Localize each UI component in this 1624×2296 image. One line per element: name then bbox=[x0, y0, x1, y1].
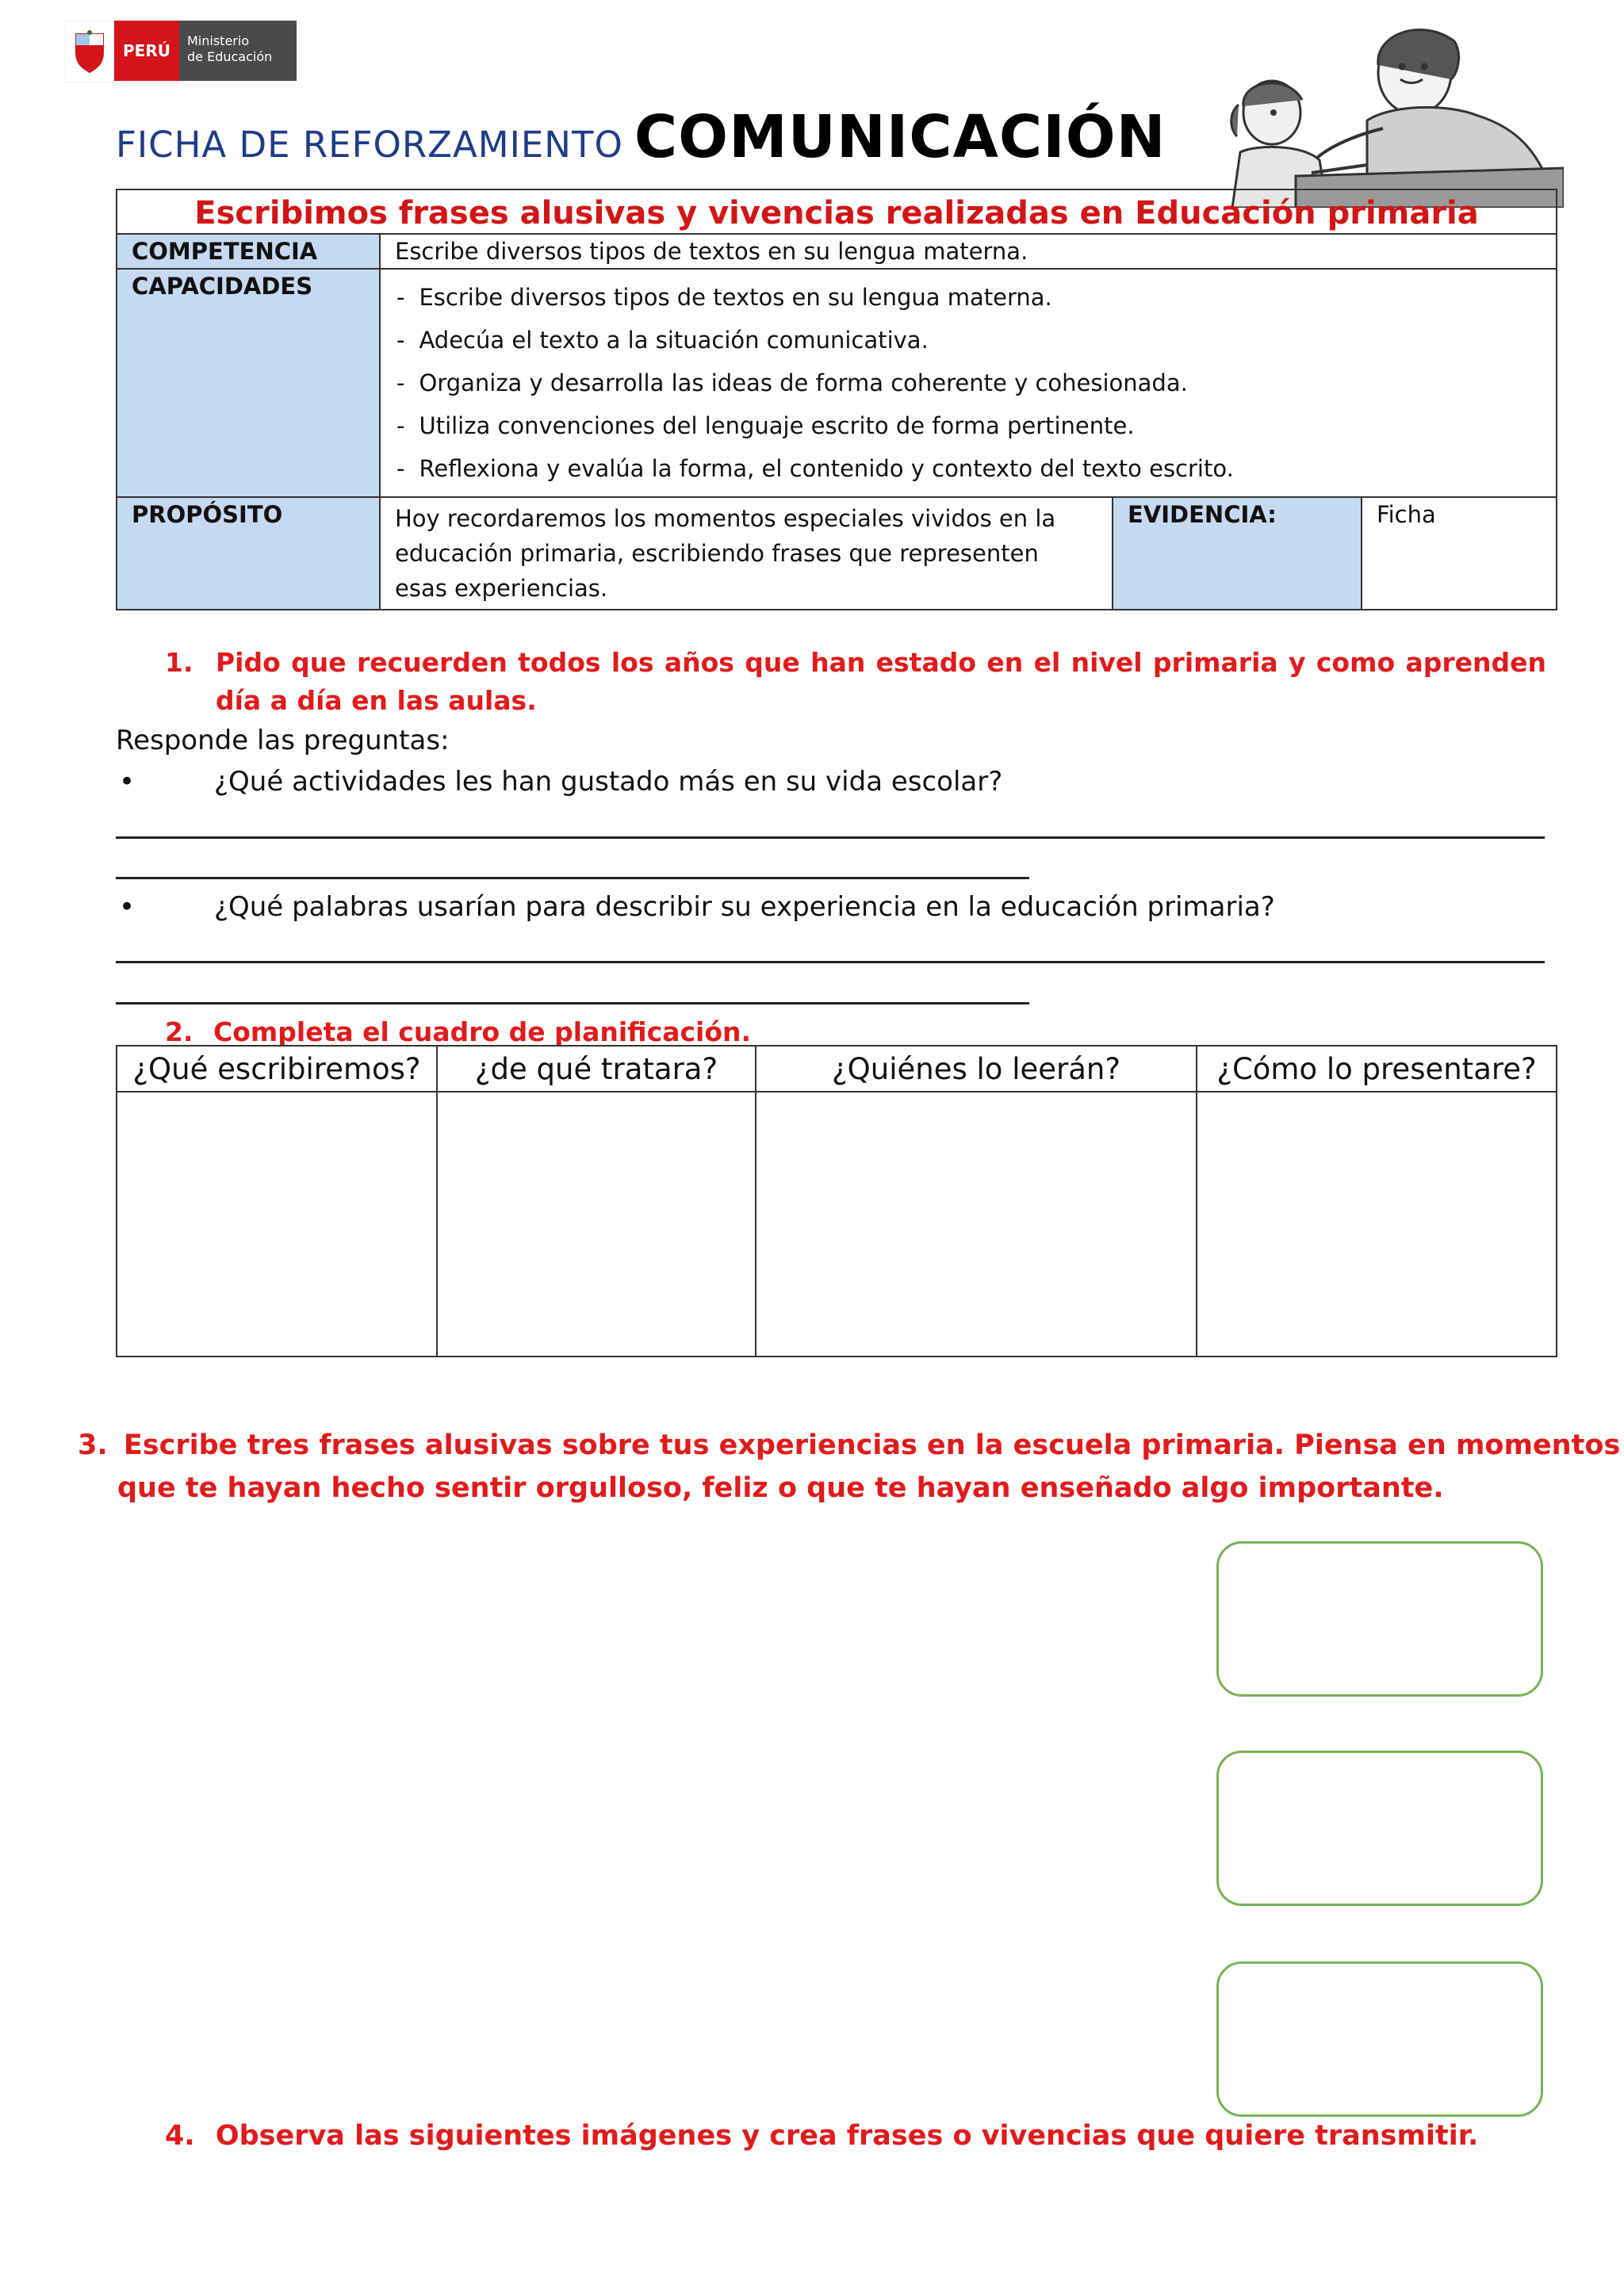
section-1-instruction bbox=[165, 644, 1546, 720]
competencia-label: COMPETENCIA bbox=[117, 234, 380, 269]
coat-of-arms-icon bbox=[65, 21, 114, 82]
section-2-instruction bbox=[165, 1016, 751, 1047]
answer-line[interactable] bbox=[116, 877, 1029, 879]
bullet-2: • bbox=[119, 891, 136, 923]
ministry-label bbox=[179, 21, 297, 81]
evidencia-value: Ficha bbox=[1362, 497, 1557, 610]
phrase-box-1[interactable] bbox=[1216, 1541, 1543, 1697]
capacidad-item: - Escribe diversos tipos de textos en su lengua materna. bbox=[396, 276, 1542, 319]
plan-column-header: ¿Quiénes lo leerán? bbox=[756, 1046, 1197, 1092]
answer-line[interactable] bbox=[116, 961, 1545, 963]
capacidades-label: CAPACIDADES bbox=[117, 269, 380, 497]
section-2-text: Completa el cuadro de planificación. bbox=[213, 1016, 752, 1047]
title-prefix: FICHA DE REFORZAMIENTO bbox=[116, 124, 623, 166]
capacidades-cell bbox=[380, 269, 1557, 497]
section-3-instruction bbox=[78, 1424, 1621, 1510]
answer-line[interactable] bbox=[116, 836, 1545, 839]
section-1-number: 1. bbox=[165, 647, 193, 678]
plan-cell[interactable] bbox=[437, 1092, 756, 1357]
ministry-line-1: Ministerio bbox=[187, 33, 250, 48]
section-3-line-1 bbox=[78, 1424, 1621, 1467]
plan-column-header: ¿Cómo lo presentare? bbox=[1197, 1046, 1557, 1092]
country-label: PERÚ bbox=[114, 21, 179, 81]
minedu-logo bbox=[65, 21, 297, 81]
section-3-number: 3. bbox=[78, 1429, 108, 1461]
section-4-instruction bbox=[165, 2120, 1478, 2152]
title-subject: COMUNICACIÓN bbox=[634, 103, 1166, 171]
section-4-text: Observa las siguientes imágenes y crea frases o vivencias que quiere transmitir. bbox=[215, 2120, 1479, 2152]
section-4-number: 4. bbox=[165, 2120, 195, 2152]
section-3-text-1: Escribe tres frases alusivas sobre tus experiencias en la escuela primaria. Piensa en momentos bbox=[123, 1429, 1621, 1461]
ministry-line-2: de Educación bbox=[187, 49, 273, 64]
phrase-box-3[interactable] bbox=[1216, 1961, 1543, 2117]
question-1: ¿Qué actividades les han gustado más en su vida escolar? bbox=[214, 766, 1003, 798]
plan-cell[interactable] bbox=[756, 1092, 1197, 1357]
capacidad-item: - Organiza y desarrolla las ideas de forma coherente y cohesionada. bbox=[396, 362, 1542, 404]
teacher-student-illustration bbox=[1185, 17, 1564, 208]
competencia-value: Escribe diversos tipos de textos en su lengua materna. bbox=[380, 234, 1557, 269]
evidencia-label: EVIDENCIA: bbox=[1113, 497, 1362, 610]
proposito-value: Hoy recordaremos los momentos especiales vividos en la educación primaria, escribiendo frases que representen esas experiencias. bbox=[380, 497, 1113, 610]
plan-cell[interactable] bbox=[117, 1092, 437, 1357]
planning-table bbox=[116, 1045, 1557, 1357]
capacidad-item: - Reflexiona y evalúa la forma, el contenido y contexto del texto escrito. bbox=[396, 447, 1542, 490]
page-title bbox=[116, 103, 1166, 174]
phrase-box-2[interactable] bbox=[1216, 1751, 1543, 1906]
question-2: ¿Qué palabras usarían para describir su experiencia en la educación primaria? bbox=[214, 891, 1275, 923]
answer-line[interactable] bbox=[116, 1002, 1029, 1004]
section-1-text: Pido que recuerden todos los años que han estado en el nivel primaria y como aprenden día a día en las aulas. bbox=[216, 647, 1546, 716]
plan-column-header: ¿Qué escribiremos? bbox=[117, 1046, 437, 1092]
proposito-label: PROPÓSITO bbox=[117, 497, 380, 610]
responde-prompt: Responde las preguntas: bbox=[116, 725, 450, 756]
section-2-number: 2. bbox=[165, 1016, 193, 1047]
info-table bbox=[116, 189, 1557, 610]
section-3-line-2: que te hayan hecho sentir orgulloso, feliz o que te hayan enseñado algo importante. bbox=[117, 1472, 1444, 1504]
capacidades-list bbox=[395, 273, 1542, 493]
session-heading: Escribimos frases alusivas y vivencias realizadas en Educación primaria bbox=[117, 189, 1557, 234]
capacidad-item: - Adecúa el texto a la situación comunicativa. bbox=[396, 319, 1542, 362]
plan-column-header: ¿de qué tratara? bbox=[437, 1046, 756, 1092]
plan-cell[interactable] bbox=[1197, 1092, 1557, 1357]
bullet-1: • bbox=[119, 766, 136, 798]
capacidad-item: - Utiliza convenciones del lenguaje escrito de forma pertinente. bbox=[396, 404, 1542, 447]
